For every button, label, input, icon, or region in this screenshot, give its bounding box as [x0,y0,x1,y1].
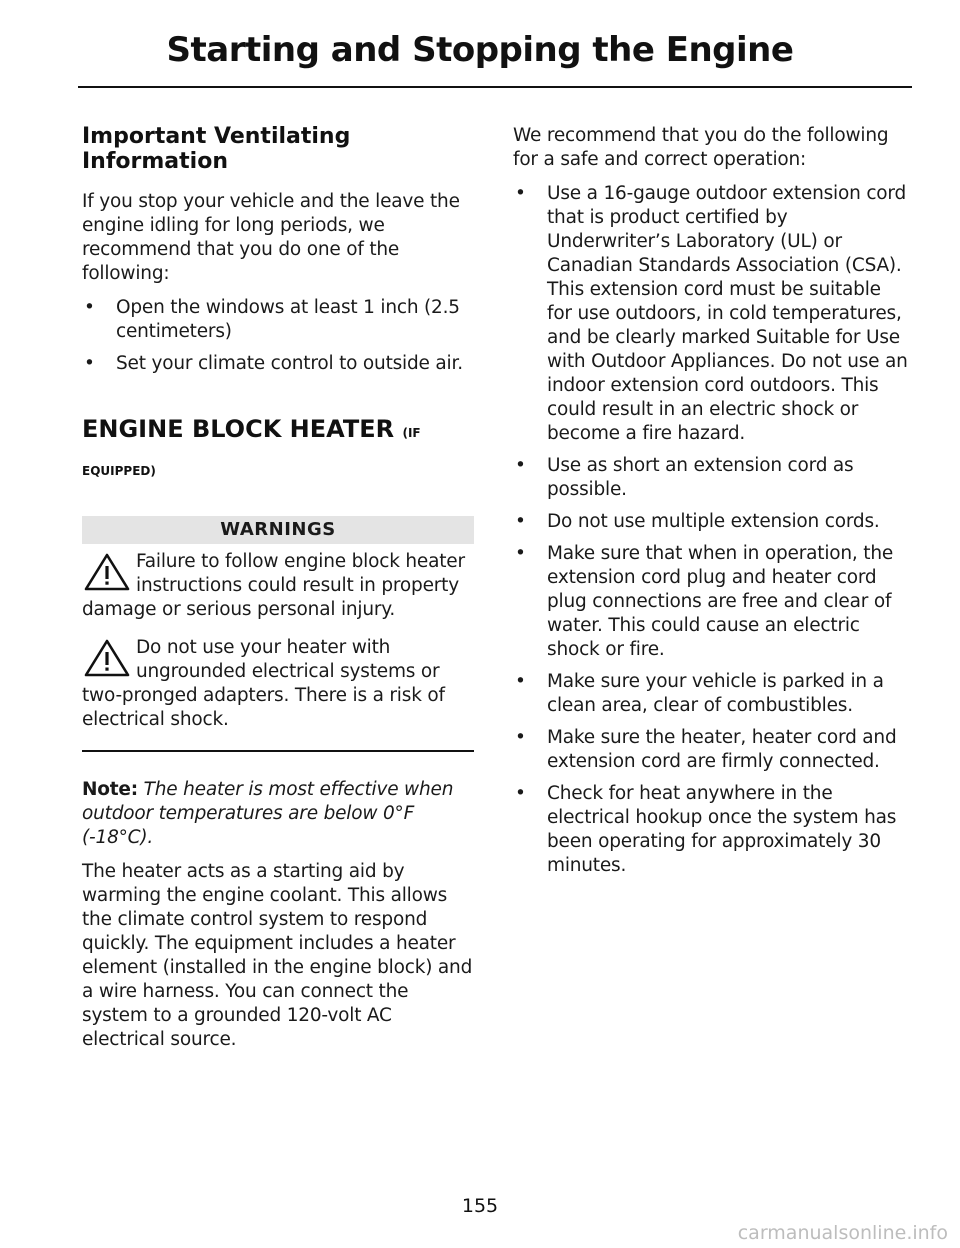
bullet-marker: • [515,455,526,476]
bullet-marker: • [84,353,95,374]
warning-triangle-icon [82,638,132,678]
header-rule [78,86,912,88]
heading-suffix: (IF EQUIPPED) [82,426,421,478]
page-title: Starting and Stopping the Engine [166,30,794,70]
warning-block [82,550,474,622]
left-column [82,124,474,1062]
list-item-text: Open the windows at least 1 inch (2.5 centimeters) [116,297,460,342]
heater-description: The heater acts as a starting aid by warming the engine coolant. This allows the climate control system to respond quickly. The equipment includes a heater element (installed in the engine block) and a wire harness. You can connect the system to a grounded 120-volt AC electrical source. [82,861,473,1050]
list-item [513,454,909,502]
list-item [513,182,909,446]
bullet-marker: • [515,671,526,692]
note-text: The heater is most effective when outdoor temperatures are below 0°F (-18°C). [82,779,454,848]
page-number: 155 [461,1195,499,1217]
list-item-text: Make sure your vehicle is parked in a clean area, clear of combustibles. [547,671,884,716]
recommendation-list [513,182,909,878]
list-item-text: Check for heat anywhere in the electrical hookup once the system has been operating for approximately 30 minutes. [547,783,897,876]
heading-main-text: ENGINE BLOCK HEATER [82,415,395,443]
note [82,778,474,850]
warnings-end-rule [82,750,474,752]
list-item-text: Make sure that when in operation, the extension cord plug and heater cord plug connections are free and clear of water. This could cause an electric shock or fire. [547,543,894,660]
ventilating-list [82,296,474,376]
section-heading-engine-block-heater [82,412,474,488]
list-item-text: Make sure the heater, heater cord and extension cord are firmly connected. [547,727,897,772]
list-item [513,782,909,878]
bullet-marker: • [515,543,526,564]
warnings-banner: WARNINGS [82,516,474,544]
note-label: Note: [82,779,138,800]
warning-block [82,636,474,732]
bullet-marker: • [515,511,526,532]
list-item [513,542,909,662]
bullet-marker: • [515,183,526,204]
bullet-marker: • [515,727,526,748]
section-heading-ventilating: Important Ventilating Information [82,124,351,174]
recommendation-intro: We recommend that you do the following for a safe and correct operation: [513,125,889,170]
list-item-text: Do not use multiple extension cords. [547,511,880,532]
list-item [513,510,909,534]
warning-triangle-icon [82,552,132,592]
warning-text: Failure to follow engine block heater instructions could result in property damage or serious personal injury. [82,551,465,620]
list-item [513,726,909,774]
warning-text: Do not use your heater with ungrounded electrical systems or two-pronged adapters. There is a risk of electrical shock. [82,637,445,730]
list-item [513,670,909,718]
list-item [82,352,474,376]
list-item-text: Use as short an extension cord as possible. [547,455,854,500]
list-item-text: Set your climate control to outside air. [116,353,463,374]
watermark: carmanualsonline.info [737,1222,948,1244]
list-item [82,296,474,344]
bullet-marker: • [84,297,95,318]
bullet-marker: • [515,783,526,804]
list-item-text: Use a 16-gauge outdoor extension cord that is product certified by Underwriter’s Laboratory (UL) or Canadian Standards Association (CSA). This extension cord must be suitable for use outdoors, in cold temperatures, and be clearly marked Suitable for Use with Outdoor Appliances. Do not use an indoor extension cord outdoors. This could result in an electric shock or become a fire hazard. [547,183,908,444]
right-column [513,124,909,886]
ventilating-intro: If you stop your vehicle and the leave the engine idling for long periods, we recommend that you do one of the following: [82,191,460,284]
